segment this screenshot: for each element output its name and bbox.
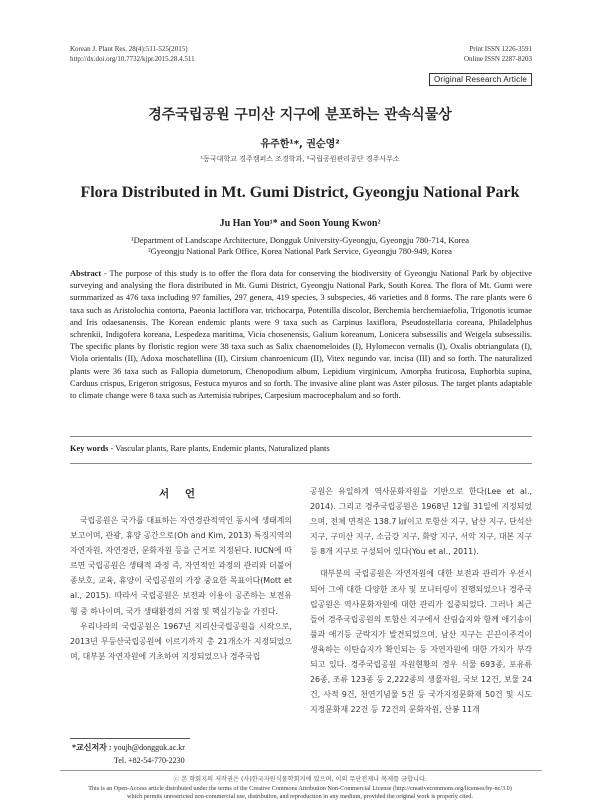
online-issn: Online ISSN 2287-8203: [463, 55, 532, 63]
right-column-text: [310, 484, 532, 717]
keywords-text: - Vascular plants, Rare plants, Endemic plants, Naturalized plants: [108, 444, 330, 453]
korean-authors: 유주한¹*, 권순영²: [260, 139, 340, 150]
doi-link[interactable]: http://dx.doi.org/10.7732/kjpr.2015.28.4.511: [70, 55, 195, 63]
footnote-rule: [70, 738, 190, 739]
left-paragraph-2: 우리나라의 국립공원은 1967년 지리산국립공원을 시작으로, 2013년 무등산국립공원에 이르기까지 총 21개소가 지정되었으며, 대부분 자연자원에 기초하여 지정되었으나 경주국립: [70, 621, 292, 661]
english-title: Flora Distributed in Mt. Gumi District, Gyeongju National Park: [80, 184, 520, 201]
section-heading-introduction: 서 언: [159, 488, 201, 500]
korean-title: 경주국립공원 구미산 지구에 분포하는 관속식물상: [148, 107, 452, 123]
email-label: *교신저자 :: [72, 743, 112, 752]
right-paragraph-1: 공원은 유일하게 역사문화자원을 기반으로 한다(Lee et al., 2014). 그리고 경주국립공원은 1968년 12월 31일에 지정되었으며, 전체 면적은 138.7 ㎢이고 토함산 지구, 남산 지구, 단석산 지구, 구미산 지구, 소금강 지구, 화랑 지구, 서악 지구, 대본 지구 등 8개 지구로 구성되어 있다(You et al., 2011).: [310, 487, 532, 557]
abstract: [70, 268, 532, 402]
english-affiliation-2: ²Gyeongju National Park Office, Korea National Park Service, Gyeongju 780-949, Korea: [148, 246, 452, 256]
journal-citation: Korean J. Plant Res. 28(4):511-525(2015): [70, 45, 188, 53]
license-line-2: which permits unrestricted non-commercial use, distribution, and reproduction in any medium, provided the original work is properly cited.: [127, 793, 473, 800]
abstract-text: - The purpose of this study is to offer the flora data for conserving the biodiversity of Gyeongju National Park by objective surveying and analysing the flora distributed in Mt. Gumi District, Gyeongju National Park, South Korea. The flora of Mt. Gumi were surmmarized as 476 taxa including 97 families, 297 genera, 419 species, 3 subspecies, 46 varieties and 8 forms. The rare plants were 6 taxa such as Aristolochia contorta, Paeonia lactiflora var. trichocarpa, Potentilla discolor, Berchemia berchemiaefolia, Trigonotis icumae and Iris odaesanensis. The Korean endemic plants were 9 taxa such as Carpinus laxiflora, Pseudostellaria coreana, Philadelphus schrenkii, Indigofera koreana, Lespedeza maritima, Vicia chosenensis, Galium koreanum, Lonicera subsessilis and Weigela subsessilis. The specific plants by floristic region were 38 taxa such as Salix chaenomeloides (I), Hylomecon vernalis (I), Oxalis obtriangulata (I), Viola orientalis (II), Adoxa moschatellina (II), Cirsium chanroenicum (II), Vitex negundo var. incisa (III) and so forth. The naturalized plants were 36 taxa such as Fallopia dumetorum, Chenopodium album, Lepidium virginicum, Amorpha fruticosa, Euphorbia supina, Carduus crispus, Erigeron strigosus, Festuca myuros and so forth. The invasive aline plant was Aster pilosus. The target plants adaptable to climate change were 8 taxa such as Artemisia rubripes, Carpesium macrocephalum and so forth.: [70, 269, 532, 401]
email-address[interactable]: youjh@dongguk.ac.kr: [113, 743, 185, 752]
correspondence-phone: Tel. +82-54-770-2230: [114, 756, 185, 765]
footer-rule: [60, 770, 542, 771]
left-paragraph-1: 국립공원은 국가를 대표하는 자연경관적역인 동시에 생태계의 보고이며, 관광, 휴양 공간으로(Oh and Kim, 2013) 특징지역의 자연자원, 자연경관, 문화자원 등을 근거로 지정된다. IUCN에 따르면 국립공원은 생태적 과정 즉, 자연적인 과정의 관리와 더불어 종보호, 교육, 휴양이 국립공원의 가장 중요한 목표이다(Mott et al., 2015). 따라서 국립공원은 보전과 이용이 공존하는 보전유형 중 하나이며, 국가 생태환경의 거점 및 핵심기능을 가진다.: [70, 516, 293, 616]
article-type-badge: Original Research Article: [429, 73, 532, 86]
english-affiliation-1: ¹Department of Landscape Architecture, Dongguk University-Gyeongju, Gyeongju 780-714, Korea: [131, 235, 469, 245]
abstract-label: Abstract: [70, 269, 102, 278]
left-column-text: [70, 513, 292, 664]
korean-affiliations: ¹동국대학교 경주캠퍼스 조경학과, ²국립공원관리공단 경주사무소: [200, 155, 400, 163]
english-authors: Ju Han You¹* and Soon Young Kwon²: [219, 218, 381, 229]
divider-bottom: [70, 463, 532, 464]
divider-top: [70, 436, 532, 437]
copyright-notice: ⓒ 본 학회지의 저작권은 (사)한국자원식물학회지에 있으며, 이의 무단전재나 복제를 금합니다.: [173, 776, 427, 783]
license-line-1: This is an Open-Access article distributed under the terms of the Creative Commons Attribution Non-Commercial License (http://creativecommons.org/licenses/by-nc/3.0): [88, 785, 512, 792]
right-paragraph-2: 대부분의 국립공원은 자연자원에 대한 보전과 관리가 우선시 되어 그에 대한 다양한 조사 및 모니터링이 진행되었으나 경주국립공원은 역사문화자원에 대한 관리가 집중되었다. 그러나 최근 들어 경주국립공원의 토함산 지구에서 산림습지와 함께 애기송이풀과 애기등 군락지가 발견되었으며, 남산 지구는 끈끈이주걱이 생육하는 이탄습지가 확인되는 등 자연자원에 대한 가치가 부각되고 있다. 경주국립공원 자원현황의 경우 식물 693종, 포유류 26종, 조류 123종 등 2,222종의 생물자원, 국보 12건, 보물 24건, 사적 9건, 천연기념물 5건 등 국가지정문화재 50건 및 시도지정문화재 22건 등 72건의 문화자원, 산봉 11개: [310, 569, 532, 715]
print-issn: Print ISSN 1226-3591: [469, 45, 532, 53]
correspondence-email: [72, 742, 185, 753]
keywords: [70, 444, 532, 453]
keywords-label: Key words: [70, 444, 109, 453]
